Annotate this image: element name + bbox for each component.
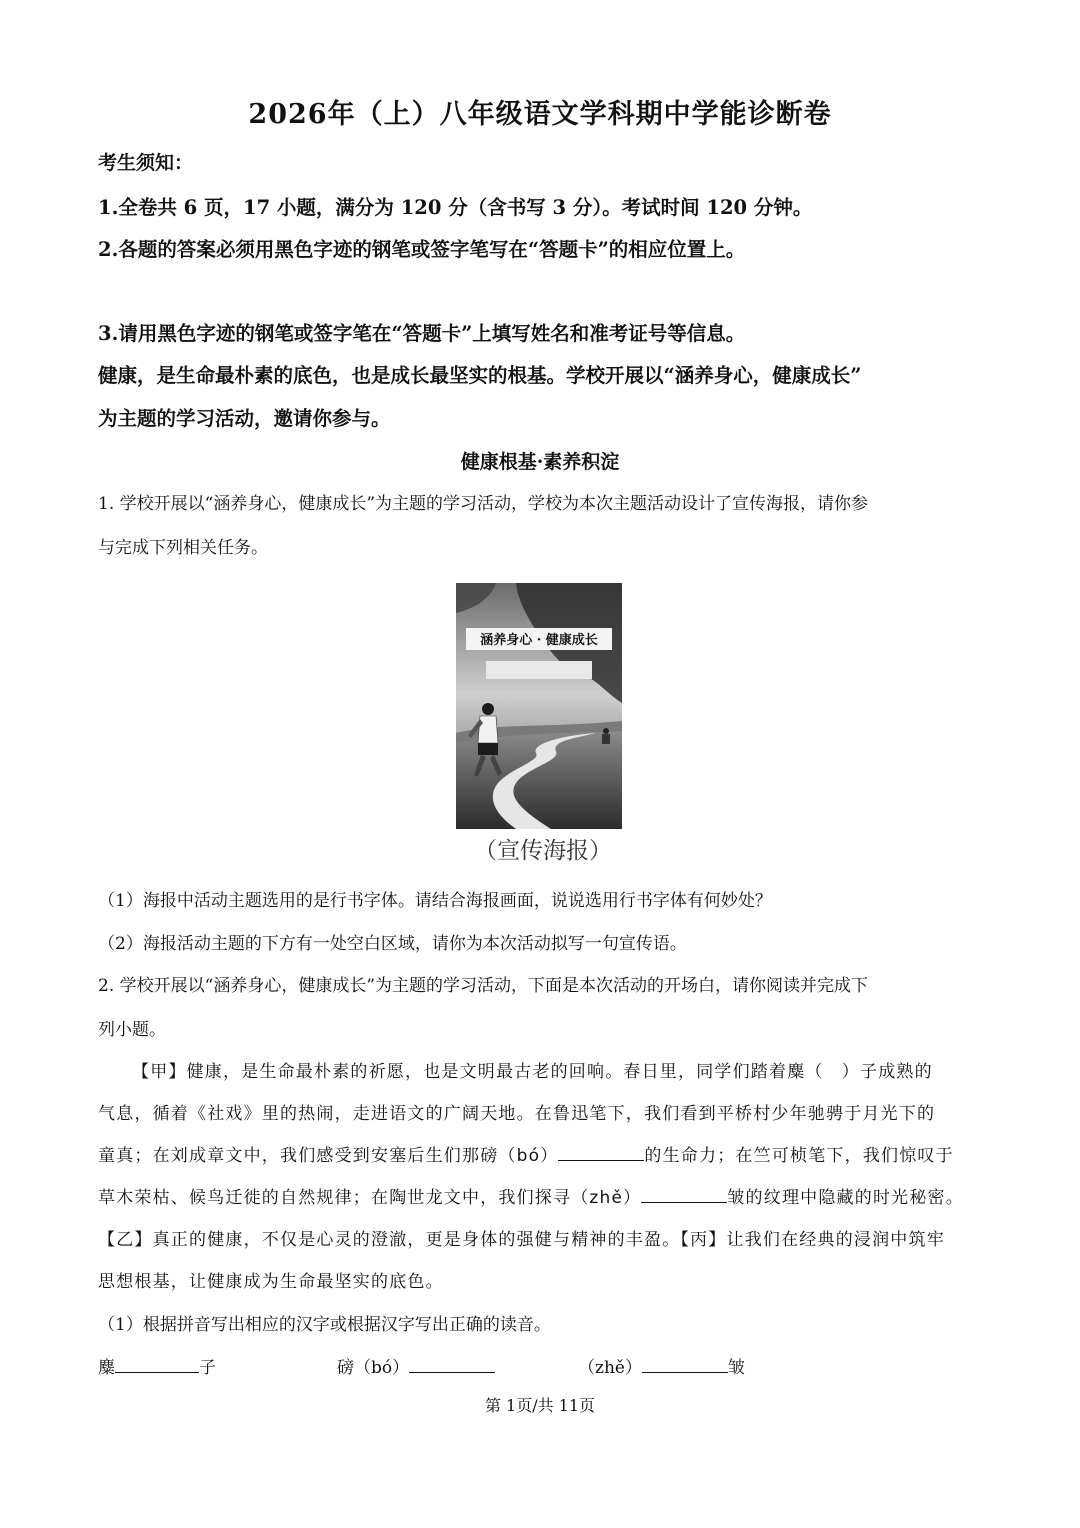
passage-line-6: 思想根基，让健康成为生命最坚实的底色。 [98,1272,444,1292]
passage-line-4-b: 皱的纹理中隐藏的时光秘密。 [727,1188,964,1208]
q1-stem-line-2: 与完成下列相关任务。 [98,538,268,558]
fill-item-1-b: 子 [199,1358,216,1378]
fill-blank-1[interactable] [115,1356,199,1373]
q1-stem-line-1: 1. 学校开展以“涵养身心，健康成长”为主题的学习活动，学校为本次主题活动设计了宣传海报，请你参 [98,494,869,514]
poster-caption: （宣传海报） [474,838,612,864]
fill-item-3-b: 皱 [727,1358,745,1378]
passage-line-3 [98,1141,954,1166]
fill-blank-2[interactable] [409,1356,495,1373]
poster-theme-text: 涵养身心 · 健康成长 [480,633,598,648]
notice-item-2: 2.各题的答案必须用黑色字迹的钢笔或签字笔写在“答题卡”的相应位置上。 [98,238,746,261]
passage-blank-1 [558,1144,644,1161]
passage-line-4 [98,1183,964,1208]
notice-item-1: 1.全卷共 6 页，17 小题，满分为 120 分（含书写 3 分）。考试时间 120 分钟。 [98,196,813,219]
fill-item-1-a: 麋 [98,1358,115,1378]
fill-item-2-a: 磅（bó） [337,1358,410,1378]
fill-item-3 [578,1353,745,1378]
section-title: 健康根基·素养积淀 [460,451,620,473]
q2-stem-line-1: 2. 学校开展以“涵养身心，健康成长”为主题的学习活动，下面是本次活动的开场白，请你阅读并完成下 [98,976,869,996]
fill-blank-3[interactable] [642,1356,728,1373]
passage-line-1: 【甲】健康，是生命最朴素的祈愿，也是文明最古老的回响。春日里，同学们踏着麋（ ）子成熟的 [132,1062,933,1082]
passage-line-3-b: 的生命力；在竺可桢笔下，我们惊叹于 [644,1146,954,1166]
passage-line-5: 【乙】真正的健康，不仅是心灵的澄澈，更是身体的强健与精神的丰盈。【丙】让我们在经典的浸润中筑牢 [98,1230,945,1250]
intro-line-1: 健康，是生命最朴素的底色，也是成长最坚实的根基。学校开展以“涵养身心，健康成长” [98,364,862,387]
page-title: 2026年（上）八年级语文学科期中学能诊断卷 [248,99,832,130]
fill-item-3-a: （zhě） [578,1358,642,1378]
intro-line-2: 为主题的学习活动，邀请你参与。 [98,407,391,430]
notice-heading: 考生须知： [98,152,194,174]
q2-sub-1: （1）根据拼音写出相应的汉字或根据汉字写出正确的读音。 [98,1315,551,1335]
notice-item-3: 3.请用黑色字迹的钢笔或签字笔在“答题卡”上填写姓名和准考证号等信息。 [98,322,746,345]
poster-image [456,583,622,829]
passage-line-2: 气息，循着《社戏》里的热闹，走进语文的广阔天地。在鲁迅笔下，我们看到平桥村少年驰骋于月光下的 [98,1104,936,1124]
fill-item-2 [337,1353,495,1378]
fill-item-1 [98,1353,216,1378]
q1-sub-1: （1）海报中活动主题选用的是行书字体。请结合海报画面，说说选用行书字体有何妙处？ [98,891,772,911]
page-footer: 第 1页/共 11页 [484,1396,596,1415]
q1-sub-2: （2）海报活动主题的下方有一处空白区域，请你为本次活动拟写一句宣传语。 [98,934,687,954]
passage-blank-2 [641,1186,727,1203]
q2-stem-line-2: 列小题。 [98,1020,166,1040]
passage-line-4-a: 草木荣枯、候鸟迁徙的自然规律；在陶世龙文中，我们探寻（zhě） [98,1188,642,1208]
passage-line-3-a: 童真；在刘成章文中，我们感受到安塞后生们那磅（bó） [98,1146,559,1166]
